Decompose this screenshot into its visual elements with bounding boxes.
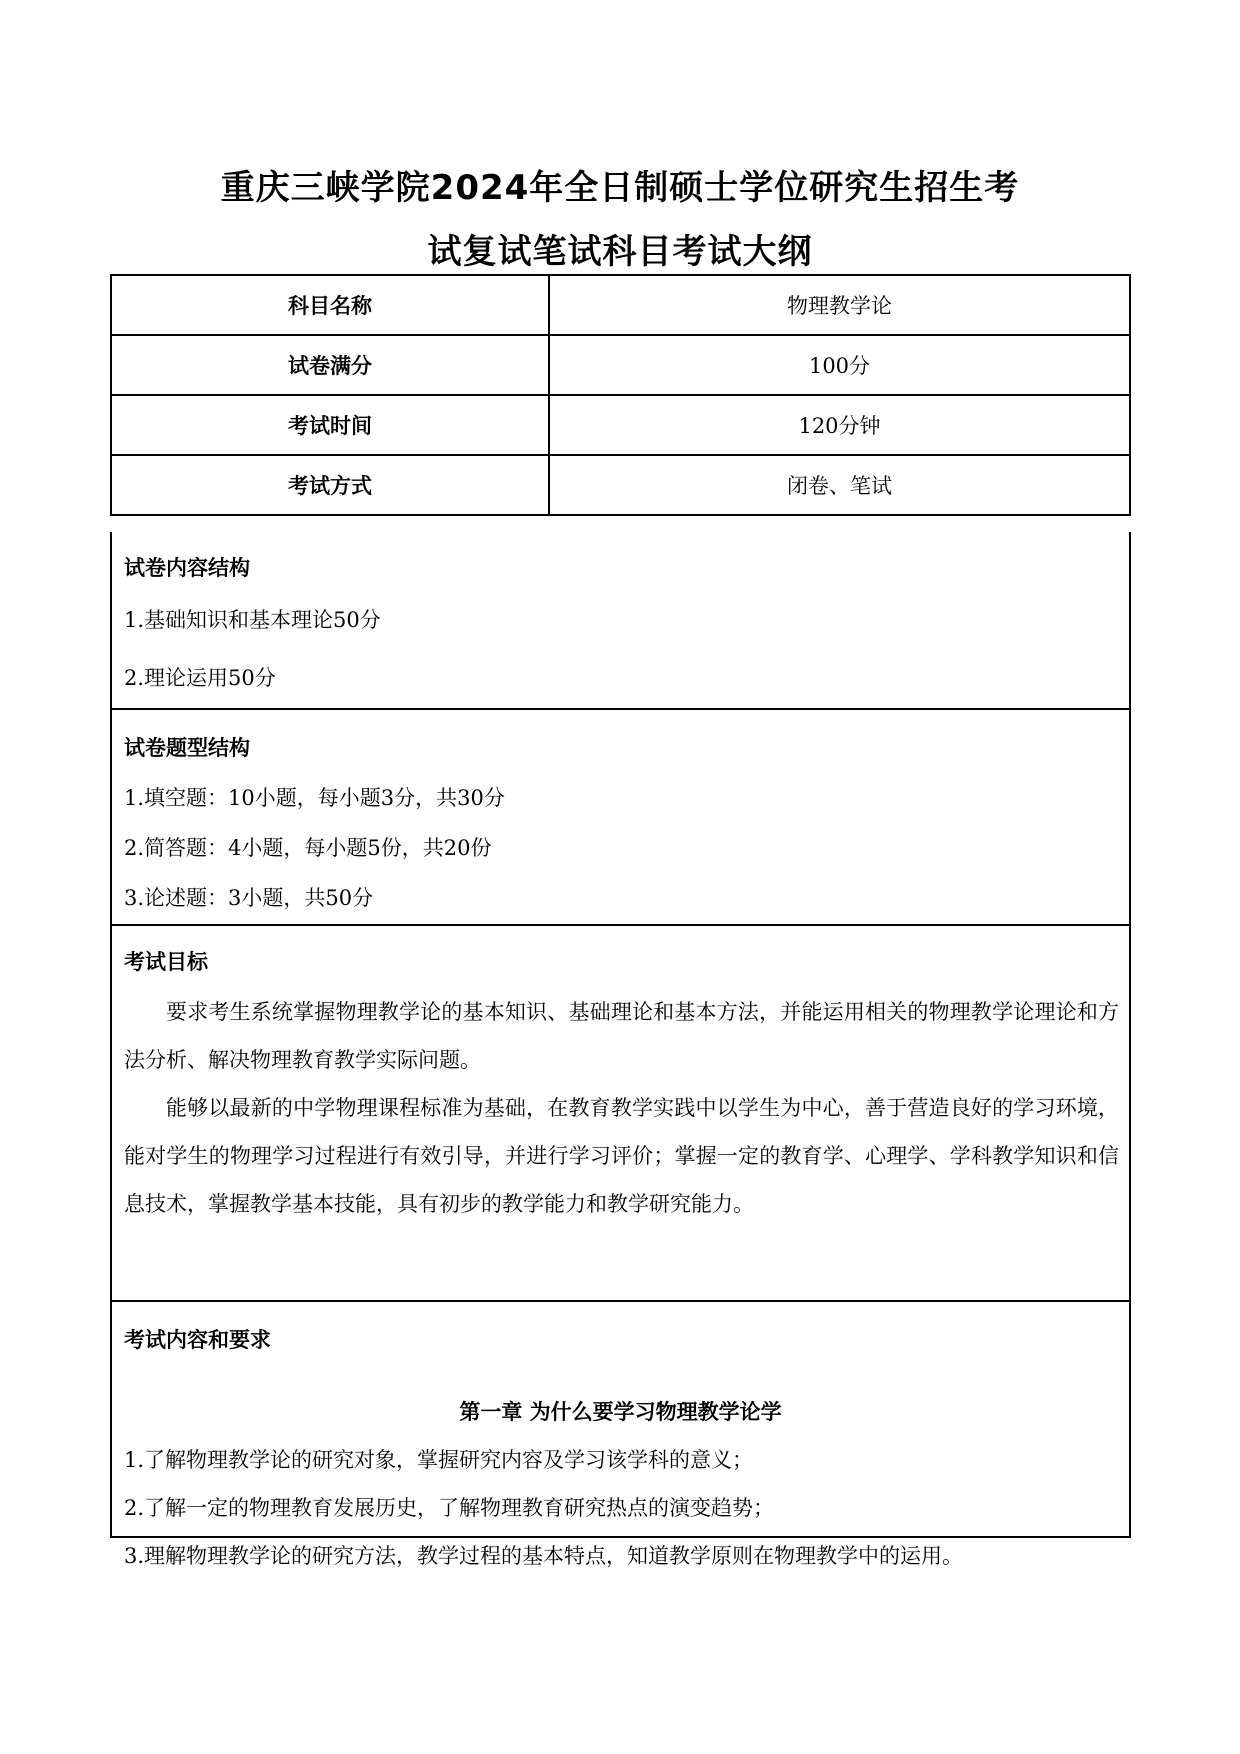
document-title-line-1: 重庆三峡学院2024年全日制硕士学位研究生招生考 [220,168,1020,208]
list-item: 3.理解物理教学论的研究方法，教学过程的基本特点，知道教学原则在物理教学中的运用。 [124,1544,964,1568]
list-item: 1.填空题：10小题，每小题3分，共30分 [124,786,505,810]
document-title-line-2: 试复试笔试科目考试大纲 [427,232,813,272]
section-heading: 考试目标 [124,950,208,974]
content-structure-section [110,532,1131,710]
list-item: 2.简答题：4小题，每小题5份，共20份 [124,836,492,860]
info-key: 试卷满分 [111,335,549,395]
table-row [111,275,1130,335]
info-key: 考试时间 [111,395,549,455]
exam-goals-section [110,924,1131,1302]
section-heading: 试卷题型结构 [124,736,250,760]
info-value: 物理教学论 [549,275,1130,335]
info-key: 科目名称 [111,275,549,335]
table-row [111,455,1130,515]
list-item: 2.了解一定的物理教育发展历史，了解物理教育研究热点的演变趋势； [124,1496,775,1520]
paragraph: 能够以最新的中学物理课程标准为基础，在教育教学实践中以学生为中心，善于营造良好的学习环境，能对学生的物理学习过程进行有效引导，并进行学习评价；掌握一定的教育学、心理学、学科教学知识和信息技术，掌握教学基本技能，具有初步的教学能力和教学研究能力。 [124,1096,1119,1216]
subject-info-table [110,274,1131,516]
list-item: 1.了解物理教学论的研究对象，掌握研究内容及学习该学科的意义； [124,1448,754,1472]
chapter-title: 第一章 为什么要学习物理教学论学 [459,1400,782,1424]
info-value: 120分钟 [549,395,1130,455]
table-row [111,335,1130,395]
section-heading: 试卷内容结构 [124,556,250,580]
question-structure-section [110,708,1131,926]
table-row [111,395,1130,455]
section-heading: 考试内容和要求 [124,1328,271,1352]
info-key: 考试方式 [111,455,549,515]
info-value: 闭卷、笔试 [549,455,1130,515]
list-item: 1.基础知识和基本理论50分 [124,608,381,632]
list-item: 3.论述题：3小题，共50分 [124,886,374,910]
list-item: 2.理论运用50分 [124,666,276,690]
paragraph: 要求考生系统掌握物理教学论的基本知识、基础理论和基本方法，并能运用相关的物理教学论理论和方法分析、解决物理教育教学实际问题。 [124,1000,1119,1072]
info-value: 100分 [549,335,1130,395]
exam-content-section [110,1300,1131,1568]
